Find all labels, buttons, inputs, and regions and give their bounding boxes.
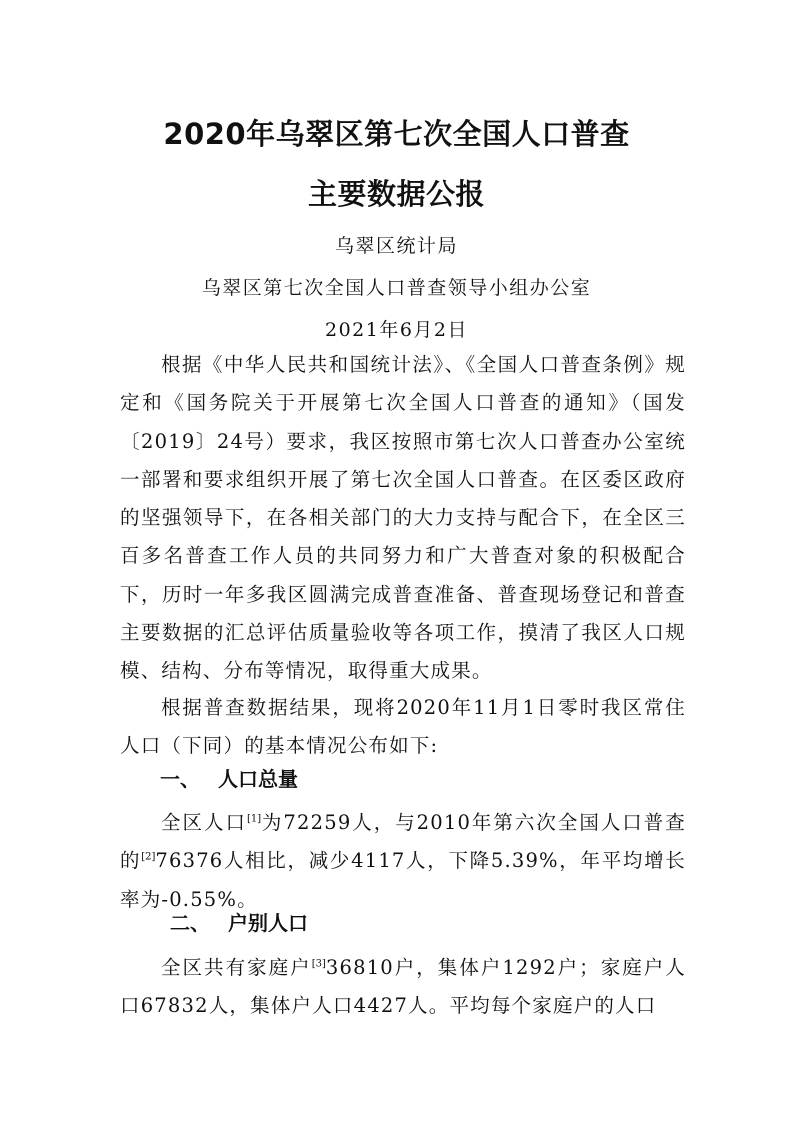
text-segment: 全区共有家庭户 xyxy=(161,956,312,979)
footnote-marker: [3] xyxy=(311,958,326,970)
section-heading-population-total xyxy=(160,763,298,792)
intro-paragraph: 根据《中华人民共和国统计法》、《全国人口普查条例》规定和《国务院关于开展第七次全国人口普查的通知》（国发〔2019〕24号）要求，我区按照市第七次人口普查办公室统一部署和要求组织开展了第七次全国人口普查。在区委区政府的坚强领导下，在各相关部门的大力支持与配合下，在全区三百多名普查工作人员的共同努力和广大普查对象的积极配合下，历时一年多我区圆满完成普查准备、普查现场登记和普查主要数据的汇总评估质量验收等各项工作，摸清了我区人口规模、结构、分布等情况，取得重大成果。 xyxy=(120,353,686,683)
text-segment: 76376人相比，减少4117人，下降5.39%，年平均增长率为-0.55%。 xyxy=(120,849,686,911)
footnote-marker: [1] xyxy=(246,813,262,825)
section-number: 二、 xyxy=(170,911,210,935)
household-paragraph xyxy=(120,949,686,1026)
section-title: 人口总量 xyxy=(218,767,298,791)
publish-date: 2021年6月2日 xyxy=(324,319,469,341)
text-segment: 36810户，集体户1292户；家庭户人口67832人，集体户人口4427人。平均每个家庭户的人口 xyxy=(120,956,686,1018)
basis-paragraph: 根据普查数据结果，现将2020年11月1日零时我区常住人口（下同）的基本情况公布如下: xyxy=(120,696,686,758)
footnote-marker: [2] xyxy=(141,851,156,863)
section-title: 户别人口 xyxy=(228,911,308,935)
text-segment: 全区人口 xyxy=(161,811,247,834)
issuer: 乌翠区统计局 xyxy=(334,235,458,257)
title-line-2: 主要数据公报 xyxy=(307,177,485,211)
population-total-paragraph xyxy=(120,804,686,919)
title-line-1: 2020年乌翠区第七次全国人口普查 xyxy=(163,117,630,151)
co-issuer: 乌翠区第七次全国人口普查领导小组办公室 xyxy=(201,277,592,299)
section-heading-household-population xyxy=(170,907,308,936)
text-segment: 为72259人，与2010年第六次全国人口普查的 xyxy=(120,811,686,873)
section-number: 一、 xyxy=(160,767,200,791)
